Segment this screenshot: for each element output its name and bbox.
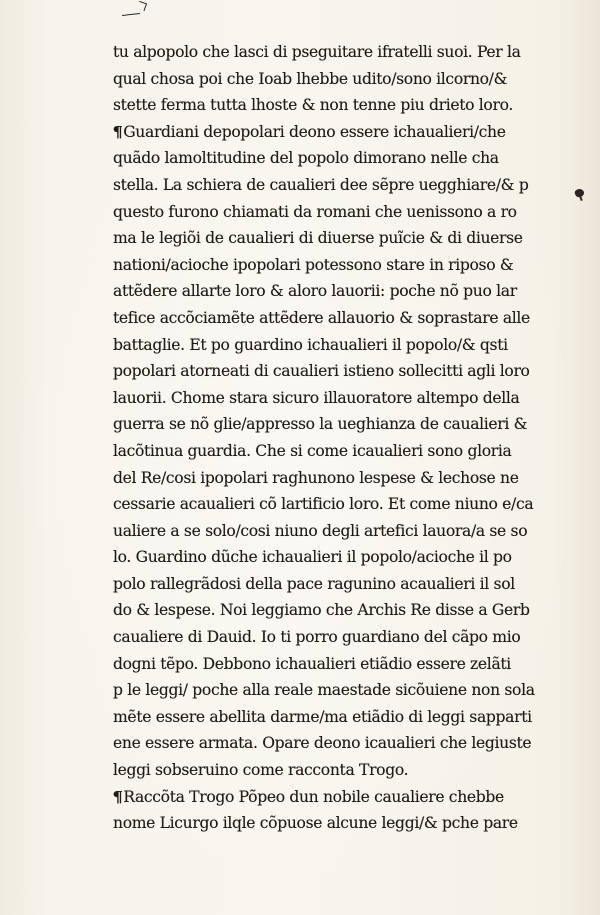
page-corner-mark: [122, 13, 140, 16]
text-line-21: [113, 571, 573, 598]
text-line-29-content: Raccõta Trogo Põpeo dun nobile caualiere chebbe: [123, 787, 504, 806]
text-line-10-content: attẽdere allarte loro & aloro lauorii: poche nõ puo lar: [113, 282, 517, 301]
text-line-12: [113, 332, 573, 359]
text-line-17-content: del Re/cosi ipopolari raghunono lespese & lechose ne: [113, 468, 519, 487]
text-line-30-content: nome Licurgo ilqle cõpuose alcune leggi/& pche pare: [113, 814, 518, 833]
text-line-8-content: ma le legiõi de caualieri di diuerse puĩcie & di diuerse: [113, 229, 523, 248]
text-line-25: [113, 677, 573, 704]
text-line-19: [113, 518, 573, 545]
text-line-27: [113, 730, 573, 757]
text-line-28: [113, 757, 573, 784]
text-line-13: [113, 358, 573, 385]
text-line-4-content: Guardiani depopolari deono essere ichaualieri/che: [123, 122, 506, 141]
text-line-16-content: lacõtinua guardia. Che si come icaualieri sono gloria: [113, 441, 512, 460]
text-line-18: [113, 491, 573, 518]
text-line-9-content: nationi/acioche ipopolari potessono stare in riposo &: [113, 255, 514, 274]
text-line-18-content: cessarie acaualieri cõ lartificio loro. Et come niuno e/ca: [113, 495, 534, 514]
text-line-20: [113, 544, 573, 571]
text-line-15: [113, 411, 573, 438]
text-line-24: [113, 651, 573, 678]
text-line-1: [113, 39, 573, 66]
text-line-5-content: quãdo lamoltitudine del popolo dimorano nelle cha: [113, 149, 499, 168]
text-line-6: [113, 172, 573, 199]
paragraph-mark-icon: ¶: [112, 787, 123, 806]
text-line-11: [113, 305, 573, 332]
page-text-block: [113, 39, 573, 837]
marginal-pointer-mark: [574, 188, 585, 199]
text-line-14-content: lauorii. Chome stara sicuro illauoratore altempo della: [113, 388, 520, 407]
text-line-10: [113, 278, 573, 305]
text-line-22-content: do & lespese. Noi leggiamo che Archis Re disse a Gerb: [113, 601, 530, 620]
text-line-28-content: leggi sobseruino come racconta Trogo.: [113, 761, 409, 780]
text-line-15-content: guerra se nõ glie/appresso la ueghianza de caualieri &: [113, 415, 528, 434]
text-line-24-content: dogni tẽpo. Debbono ichaualieri etiãdio essere zelãti: [113, 654, 511, 673]
text-line-5: [113, 145, 573, 172]
text-line-19-content: ualiere a se solo/cosi niuno degli artefici lauora/a se so: [113, 521, 528, 540]
text-line-6-content: stella. La schiera de caualieri dee sẽpre uegghiare/& p: [113, 175, 529, 194]
text-line-13-content: popolari atorneati di caualieri istieno sollecitti agli loro: [113, 362, 530, 381]
text-line-27-content: ene essere armata. Opare deono icaualieri che legiuste: [113, 734, 532, 753]
text-line-30: [113, 810, 573, 837]
text-line-9: [113, 252, 573, 279]
text-line-8: [113, 225, 573, 252]
text-line-25-content: p le leggi/ poche alla reale maestade sicõuiene non sola: [113, 681, 535, 700]
text-line-29: [113, 784, 573, 811]
page-corner-tick: [137, 1, 147, 11]
text-line-23: [113, 624, 573, 651]
text-line-2: [113, 66, 573, 93]
text-line-2-content: qual chosa poi che Ioab lhebbe udito/sono ilcorno/&: [113, 69, 508, 88]
text-line-20-content: lo. Guardino dũche ichaualieri il popolo/acioche il po: [113, 548, 512, 567]
text-line-21-content: polo rallegrãdosi della pace ragunino acaualieri il sol: [113, 574, 515, 593]
text-line-14: [113, 385, 573, 412]
text-line-17: [113, 465, 573, 492]
text-line-26: [113, 704, 573, 731]
text-line-11-content: tefice accõciamẽte attẽdere allauorio & soprastare alle: [113, 308, 530, 327]
text-line-1-content: tu alpopolo che lasci di pseguitare ifratelli suoi. Per la: [113, 43, 521, 61]
text-line-26-content: mẽte essere abellita darme/ma etiãdio di leggi sapparti: [113, 707, 532, 726]
paragraph-mark-icon: ¶: [112, 122, 123, 141]
text-line-22: [113, 597, 573, 624]
text-line-7: [113, 199, 573, 226]
text-line-23-content: caualiere di Dauid. Io ti porro guardiano del cãpo mio: [113, 628, 521, 647]
text-line-7-content: questo furono chiamati da romani che uenissono a ro: [113, 202, 517, 221]
text-line-4: [113, 119, 573, 146]
text-line-12-content: battaglie. Et po guardino ichaualieri il popolo/& qsti: [113, 335, 508, 354]
text-line-3: [113, 92, 573, 119]
text-line-16: [113, 438, 573, 465]
text-line-3-content: stette ferma tutta lhoste & non tenne piu drieto loro.: [113, 96, 513, 115]
